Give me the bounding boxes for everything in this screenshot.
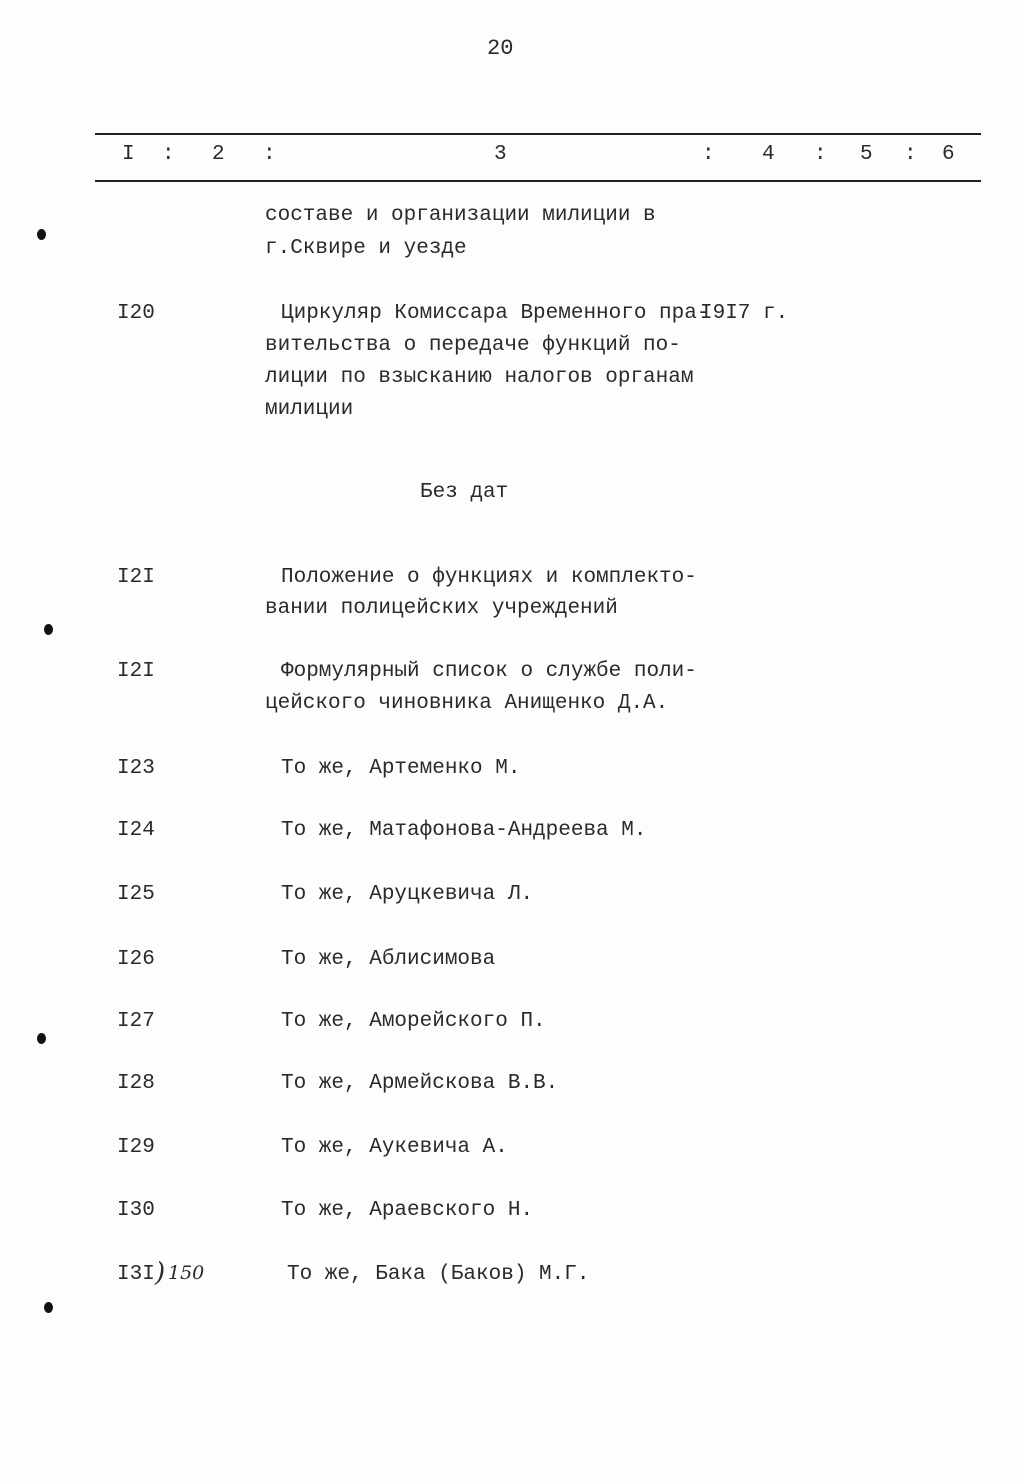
handwritten-note: 150: [168, 1262, 205, 1284]
entry-text-line: цейского чиновника Анищенко Д.А.: [265, 692, 669, 715]
col-sep: :: [904, 143, 917, 166]
entry-text-line: То же, Аморейского П.: [281, 1010, 546, 1033]
col-sep: :: [702, 143, 715, 166]
entry-number: I27: [117, 1010, 155, 1033]
handwritten-bracket: ): [155, 1258, 166, 1288]
entry-number: I23: [117, 757, 155, 780]
entry-text-line: То же, Аблисимова: [281, 948, 496, 971]
entry-text-line: То же, Артеменко М.: [281, 757, 521, 780]
entry-text-line: Положение о функциях и комплекто-: [281, 566, 697, 589]
col-header-1: I: [122, 143, 135, 166]
entry-number: I2I: [117, 566, 155, 589]
entry-number: I2I: [117, 660, 155, 683]
entry-text-line: То же, Армейскова В.В.: [281, 1072, 559, 1095]
col-sep: :: [162, 143, 175, 166]
entry-number: I20: [117, 302, 155, 325]
col-header-6: 6: [942, 143, 955, 166]
entry-text-line: милиции: [265, 398, 354, 421]
col-sep: :: [814, 143, 827, 166]
entry-number: I28: [117, 1072, 155, 1095]
entry-text-line: Циркуляр Комиссара Временного пра-: [281, 302, 710, 325]
punch-hole-mark: [44, 1302, 53, 1313]
entry-number: I26: [117, 948, 155, 971]
entry-text-line: То же, Аруцкевича Л.: [281, 883, 534, 906]
entry-number: I3I: [117, 1263, 155, 1286]
section-heading: Без дат: [420, 481, 509, 504]
col-header-5: 5: [860, 143, 873, 166]
entry-text-line: составе и организации милиции в: [265, 204, 656, 227]
entry-text-line: То же, Араевского Н.: [281, 1199, 534, 1222]
header-top-rule: [95, 133, 981, 135]
entry-number: I25: [117, 883, 155, 906]
entry-number: I29: [117, 1136, 155, 1159]
entry-text-line: То же, Аукевича А.: [281, 1136, 508, 1159]
entry-text-line: Формулярный список о службе поли-: [281, 660, 697, 683]
entry-number: I24: [117, 819, 155, 842]
entry-text-line: То же, Бака (Баков) М.Г.: [287, 1263, 590, 1286]
col-header-4: 4: [762, 143, 775, 166]
entry-text-line: вании полицейских учреждений: [265, 597, 618, 620]
punch-hole-mark: [44, 624, 53, 635]
entry-text-line: г.Сквире и уезде: [265, 237, 467, 260]
col-sep: :: [263, 143, 276, 166]
page-number: 20: [487, 36, 514, 61]
entry-text-line: лиции по взысканию налогов органам: [265, 366, 694, 389]
col-header-3: 3: [494, 143, 507, 166]
header-bottom-rule: [95, 180, 981, 182]
punch-hole-mark: [37, 229, 46, 240]
entry-text-line: То же, Матафонова-Андреева М.: [281, 819, 647, 842]
entry-date: I9I7 г.: [700, 302, 789, 325]
punch-hole-mark: [37, 1033, 46, 1044]
col-header-2: 2: [212, 143, 225, 166]
entry-text-line: вительства о передаче функций по-: [265, 334, 681, 357]
entry-number: I30: [117, 1199, 155, 1222]
